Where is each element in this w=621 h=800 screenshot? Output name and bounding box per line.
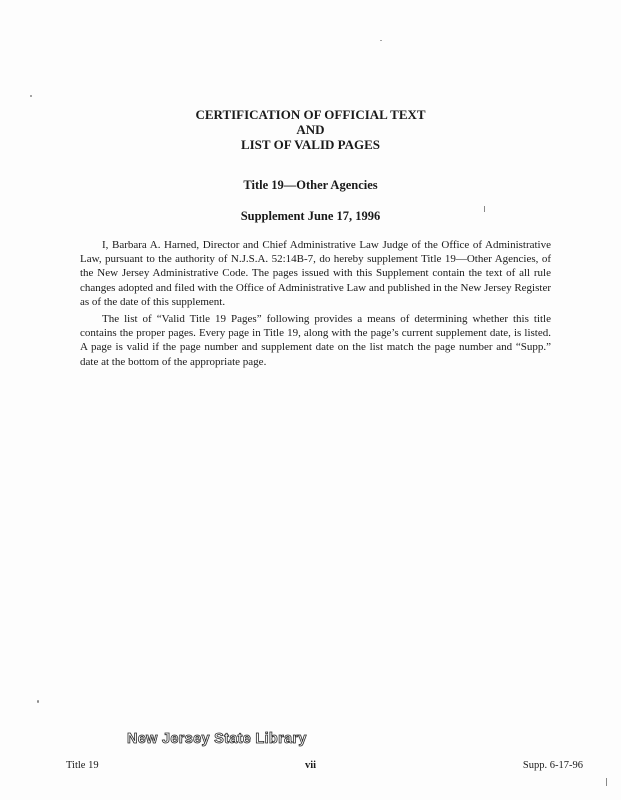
scan-speck <box>606 778 607 786</box>
footer-title: Title 19 <box>66 760 99 771</box>
heading-line-2: AND <box>296 122 325 137</box>
heading-line-1: CERTIFICATION OF OFFICIAL TEXT <box>195 107 426 122</box>
scan-speck <box>380 40 382 41</box>
scan-speck <box>484 206 485 212</box>
library-stamp: New Jersey State Library <box>127 731 307 747</box>
paragraph-certification: I, Barbara A. Harned, Director and Chief Administrative Law Judge of the Office of Administrative Law, pursuant to the authority of N.J.S.A. 52:14B-7, do hereby supplement Title 19—Other Agencies, of the New Jersey Administrative Code. The pages issued with this Supplement contain the text of all rule changes adopted and filed with the Office of Administrative Law and published in the New Jersey Register as of the date of this supplement. <box>80 239 551 308</box>
paragraph-valid-pages: The list of “Valid Title 19 Pages” following provides a means of determining whether this title contains the proper pages. Every page in Title 19, along with the page’s current supplement date, is listed. A page is valid if the page number and supplement date on the list match the page number and “Supp.” date at the bottom of the appropriate page. <box>80 313 551 368</box>
footer-page-number: vii <box>304 760 317 771</box>
scan-speck <box>37 700 39 703</box>
scan-speck <box>30 95 32 97</box>
supplement-line: Supplement June 17, 1996 <box>240 209 381 223</box>
certification-heading <box>0 107 621 152</box>
footer-supplement-date: Supp. 6-17-96 <box>522 760 583 771</box>
heading-line-3: LIST OF VALID PAGES <box>240 137 381 152</box>
title-line: Title 19—Other Agencies <box>243 178 378 192</box>
